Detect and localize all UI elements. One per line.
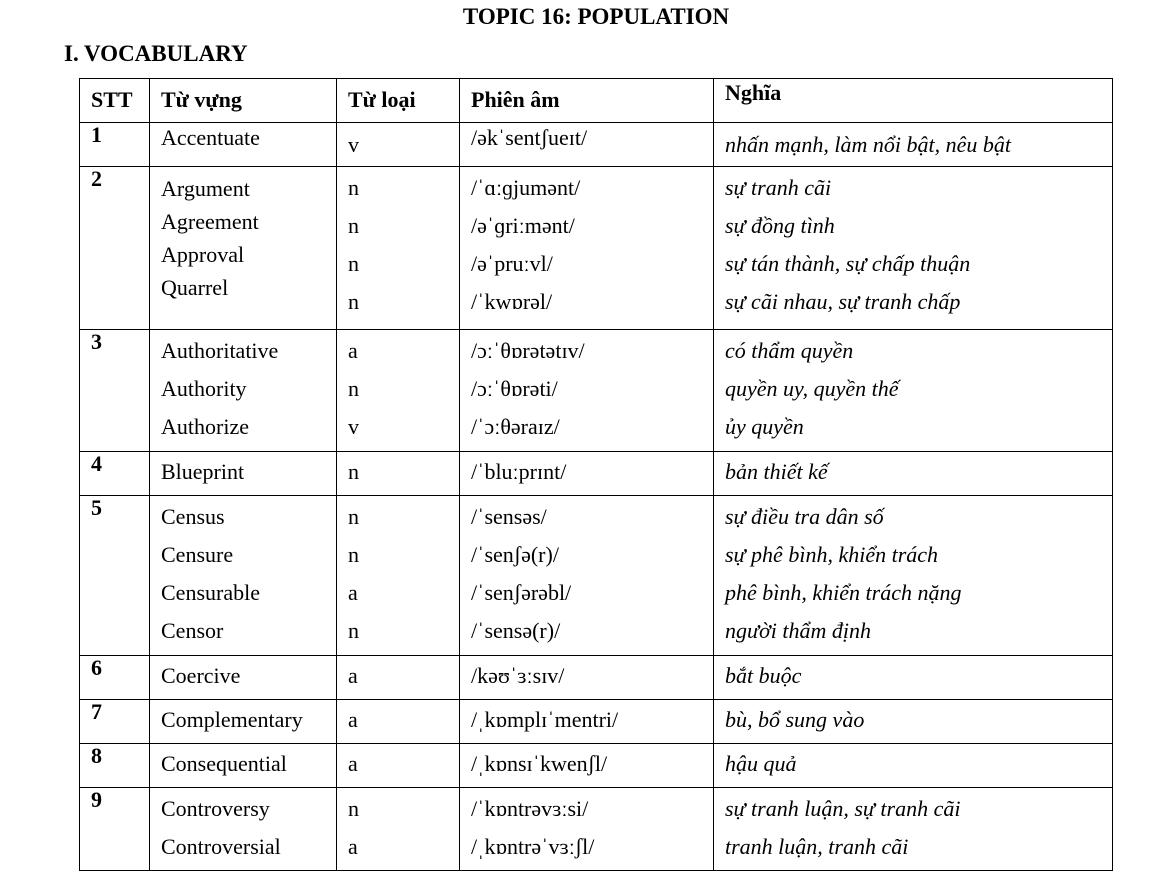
word-text: Authorize bbox=[161, 414, 249, 439]
word-cell bbox=[150, 330, 337, 452]
ipa-cell bbox=[460, 744, 714, 788]
ipa-cell bbox=[460, 330, 714, 452]
row-number: 8 bbox=[91, 743, 102, 768]
pos-cell bbox=[337, 123, 460, 167]
row-number-cell bbox=[80, 744, 150, 788]
table-row bbox=[80, 123, 1113, 167]
pos-text: n bbox=[348, 542, 359, 567]
vocabulary-table bbox=[79, 78, 1113, 871]
pos-text: n bbox=[348, 175, 359, 200]
meaning-text: sự phê bình, khiển trách bbox=[725, 542, 939, 567]
ipa-text: /ɔːˈθɒrəti/ bbox=[471, 376, 558, 401]
ipa-cell bbox=[460, 788, 714, 871]
meaning-cell bbox=[714, 452, 1113, 496]
ipa-cell bbox=[460, 496, 714, 656]
pos-text: v bbox=[348, 132, 359, 157]
ipa-text: /ˈsenʃərəbl/ bbox=[471, 580, 572, 605]
pos-cell bbox=[337, 496, 460, 656]
ipa-text: /əˈɡriːmənt/ bbox=[471, 213, 575, 238]
meaning-cell bbox=[714, 788, 1113, 871]
pos-cell bbox=[337, 788, 460, 871]
table-row bbox=[80, 330, 1113, 452]
word-cell bbox=[150, 700, 337, 744]
meaning-text: tranh luận, tranh cãi bbox=[725, 834, 909, 859]
row-number: 2 bbox=[91, 166, 102, 191]
meaning-text: bắt buộc bbox=[725, 663, 802, 688]
table-row bbox=[80, 656, 1113, 700]
row-number: 9 bbox=[91, 787, 102, 812]
table-header-row bbox=[80, 79, 1113, 123]
pos-text: n bbox=[348, 376, 359, 401]
row-number-cell bbox=[80, 656, 150, 700]
meaning-text: sự tán thành, sự chấp thuận bbox=[725, 251, 971, 276]
row-number-cell bbox=[80, 452, 150, 496]
meaning-text: nhấn mạnh, làm nổi bật, nêu bật bbox=[725, 132, 1011, 157]
meaning-cell bbox=[714, 744, 1113, 788]
word-text: Censor bbox=[161, 618, 224, 643]
word-text: Approval bbox=[161, 242, 245, 267]
ipa-text: /ɔːˈθɒrətətɪv/ bbox=[471, 338, 585, 363]
meaning-text: sự tranh cãi bbox=[725, 175, 832, 200]
header-pos: Từ loại bbox=[337, 79, 460, 123]
ipa-text: /ˈɔːθəraɪz/ bbox=[471, 414, 560, 439]
pos-cell bbox=[337, 330, 460, 452]
word-text: Authority bbox=[161, 376, 247, 401]
ipa-text: /əˈpruːvl/ bbox=[471, 251, 553, 276]
meaning-cell bbox=[714, 496, 1113, 656]
word-text: Blueprint bbox=[161, 459, 245, 484]
row-number-cell bbox=[80, 700, 150, 744]
meaning-text: sự tranh luận, sự tranh cãi bbox=[725, 796, 961, 821]
header-meaning: Nghĩa bbox=[714, 79, 1113, 123]
word-text: Accentuate bbox=[161, 125, 260, 150]
word-text: Consequential bbox=[161, 751, 287, 776]
table-row bbox=[80, 744, 1113, 788]
meaning-text: sự điều tra dân số bbox=[725, 504, 884, 529]
pos-text: a bbox=[348, 663, 358, 688]
pos-text: n bbox=[348, 504, 359, 529]
pos-cell bbox=[337, 700, 460, 744]
meaning-cell bbox=[714, 700, 1113, 744]
row-number-cell bbox=[80, 123, 150, 167]
row-number-cell bbox=[80, 330, 150, 452]
ipa-text: /ˌkɒnsɪˈkwenʃl/ bbox=[471, 751, 608, 776]
word-text: Controversy bbox=[161, 796, 270, 821]
row-number: 5 bbox=[91, 495, 102, 520]
word-cell bbox=[150, 123, 337, 167]
pos-text: a bbox=[348, 751, 358, 776]
meaning-text: phê bình, khiển trách nặng bbox=[725, 580, 962, 605]
ipa-text: /ˈsensəs/ bbox=[471, 504, 547, 529]
word-text: Complementary bbox=[161, 707, 303, 732]
document-title: TOPIC 16: POPULATION bbox=[462, 4, 730, 29]
meaning-cell bbox=[714, 330, 1113, 452]
ipa-cell bbox=[460, 123, 714, 167]
pos-text: n bbox=[348, 796, 359, 821]
word-text: Agreement bbox=[161, 209, 259, 234]
ipa-text: /ˈsenʃə(r)/ bbox=[471, 542, 559, 567]
row-number: 3 bbox=[91, 329, 102, 354]
pos-cell bbox=[337, 452, 460, 496]
row-number-cell bbox=[80, 496, 150, 656]
pos-text: v bbox=[348, 414, 359, 439]
pos-text: a bbox=[348, 580, 358, 605]
meaning-text: bù, bổ sung vào bbox=[725, 707, 865, 732]
meaning-text: có thẩm quyền bbox=[725, 338, 854, 363]
word-text: Argument bbox=[161, 176, 250, 201]
pos-text: n bbox=[348, 289, 359, 314]
ipa-text: /əkˈsentʃueɪt/ bbox=[471, 125, 588, 150]
section-heading: I. VOCABULARY bbox=[64, 41, 248, 66]
row-number: 6 bbox=[91, 655, 102, 680]
table-row bbox=[80, 496, 1113, 656]
pos-text: n bbox=[348, 213, 359, 238]
meaning-text: ủy quyền bbox=[725, 414, 804, 439]
meaning-text: hậu quả bbox=[725, 751, 797, 776]
word-text: Quarrel bbox=[161, 275, 229, 300]
pos-cell bbox=[337, 656, 460, 700]
table-row bbox=[80, 788, 1113, 871]
word-text: Authoritative bbox=[161, 338, 279, 363]
table-row bbox=[80, 700, 1113, 744]
word-cell bbox=[150, 744, 337, 788]
meaning-text: bản thiết kế bbox=[725, 459, 828, 484]
word-cell bbox=[150, 167, 337, 330]
row-number: 4 bbox=[91, 451, 102, 476]
word-text: Coercive bbox=[161, 663, 241, 688]
ipa-text: /kəʊˈɜːsɪv/ bbox=[471, 663, 565, 688]
meaning-text: sự cãi nhau, sự tranh chấp bbox=[725, 289, 961, 314]
ipa-cell bbox=[460, 167, 714, 330]
meaning-text: sự đồng tình bbox=[725, 213, 835, 238]
word-text: Controversial bbox=[161, 834, 281, 859]
ipa-text: /ˈkɒntrəvɜːsi/ bbox=[471, 796, 589, 821]
table-row bbox=[80, 452, 1113, 496]
pos-text: n bbox=[348, 459, 359, 484]
row-number: 7 bbox=[91, 699, 102, 724]
ipa-text: /ˌkɒntrəˈvɜːʃl/ bbox=[471, 834, 595, 859]
table-row bbox=[80, 167, 1113, 330]
word-cell bbox=[150, 788, 337, 871]
ipa-text: /ˈkwɒrəl/ bbox=[471, 289, 553, 314]
word-cell bbox=[150, 656, 337, 700]
word-cell bbox=[150, 496, 337, 656]
ipa-text: /ˈsensə(r)/ bbox=[471, 618, 561, 643]
pos-text: n bbox=[348, 618, 359, 643]
header-stt: STT bbox=[80, 79, 150, 123]
pos-text: a bbox=[348, 834, 358, 859]
word-text: Census bbox=[161, 504, 225, 529]
ipa-text: /ˈɑːɡjumənt/ bbox=[471, 175, 581, 200]
row-number-cell bbox=[80, 788, 150, 871]
pos-cell bbox=[337, 744, 460, 788]
word-text: Censure bbox=[161, 542, 234, 567]
meaning-cell bbox=[714, 656, 1113, 700]
meaning-cell bbox=[714, 123, 1113, 167]
pos-text: a bbox=[348, 707, 358, 732]
pos-cell bbox=[337, 167, 460, 330]
meaning-cell bbox=[714, 167, 1113, 330]
row-number: 1 bbox=[91, 122, 102, 147]
pos-text: n bbox=[348, 251, 359, 276]
pos-text: a bbox=[348, 338, 358, 363]
ipa-cell bbox=[460, 656, 714, 700]
ipa-cell bbox=[460, 700, 714, 744]
header-ipa: Phiên âm bbox=[460, 79, 714, 123]
meaning-text: người thẩm định bbox=[725, 618, 871, 643]
header-word: Từ vựng bbox=[150, 79, 337, 123]
row-number-cell bbox=[80, 167, 150, 330]
word-cell bbox=[150, 452, 337, 496]
ipa-text: /ˌkɒmplɪˈmentri/ bbox=[471, 707, 619, 732]
meaning-text: quyền uy, quyền thế bbox=[725, 376, 899, 401]
ipa-text: /ˈbluːprɪnt/ bbox=[471, 459, 567, 484]
word-text: Censurable bbox=[161, 580, 260, 605]
ipa-cell bbox=[460, 452, 714, 496]
